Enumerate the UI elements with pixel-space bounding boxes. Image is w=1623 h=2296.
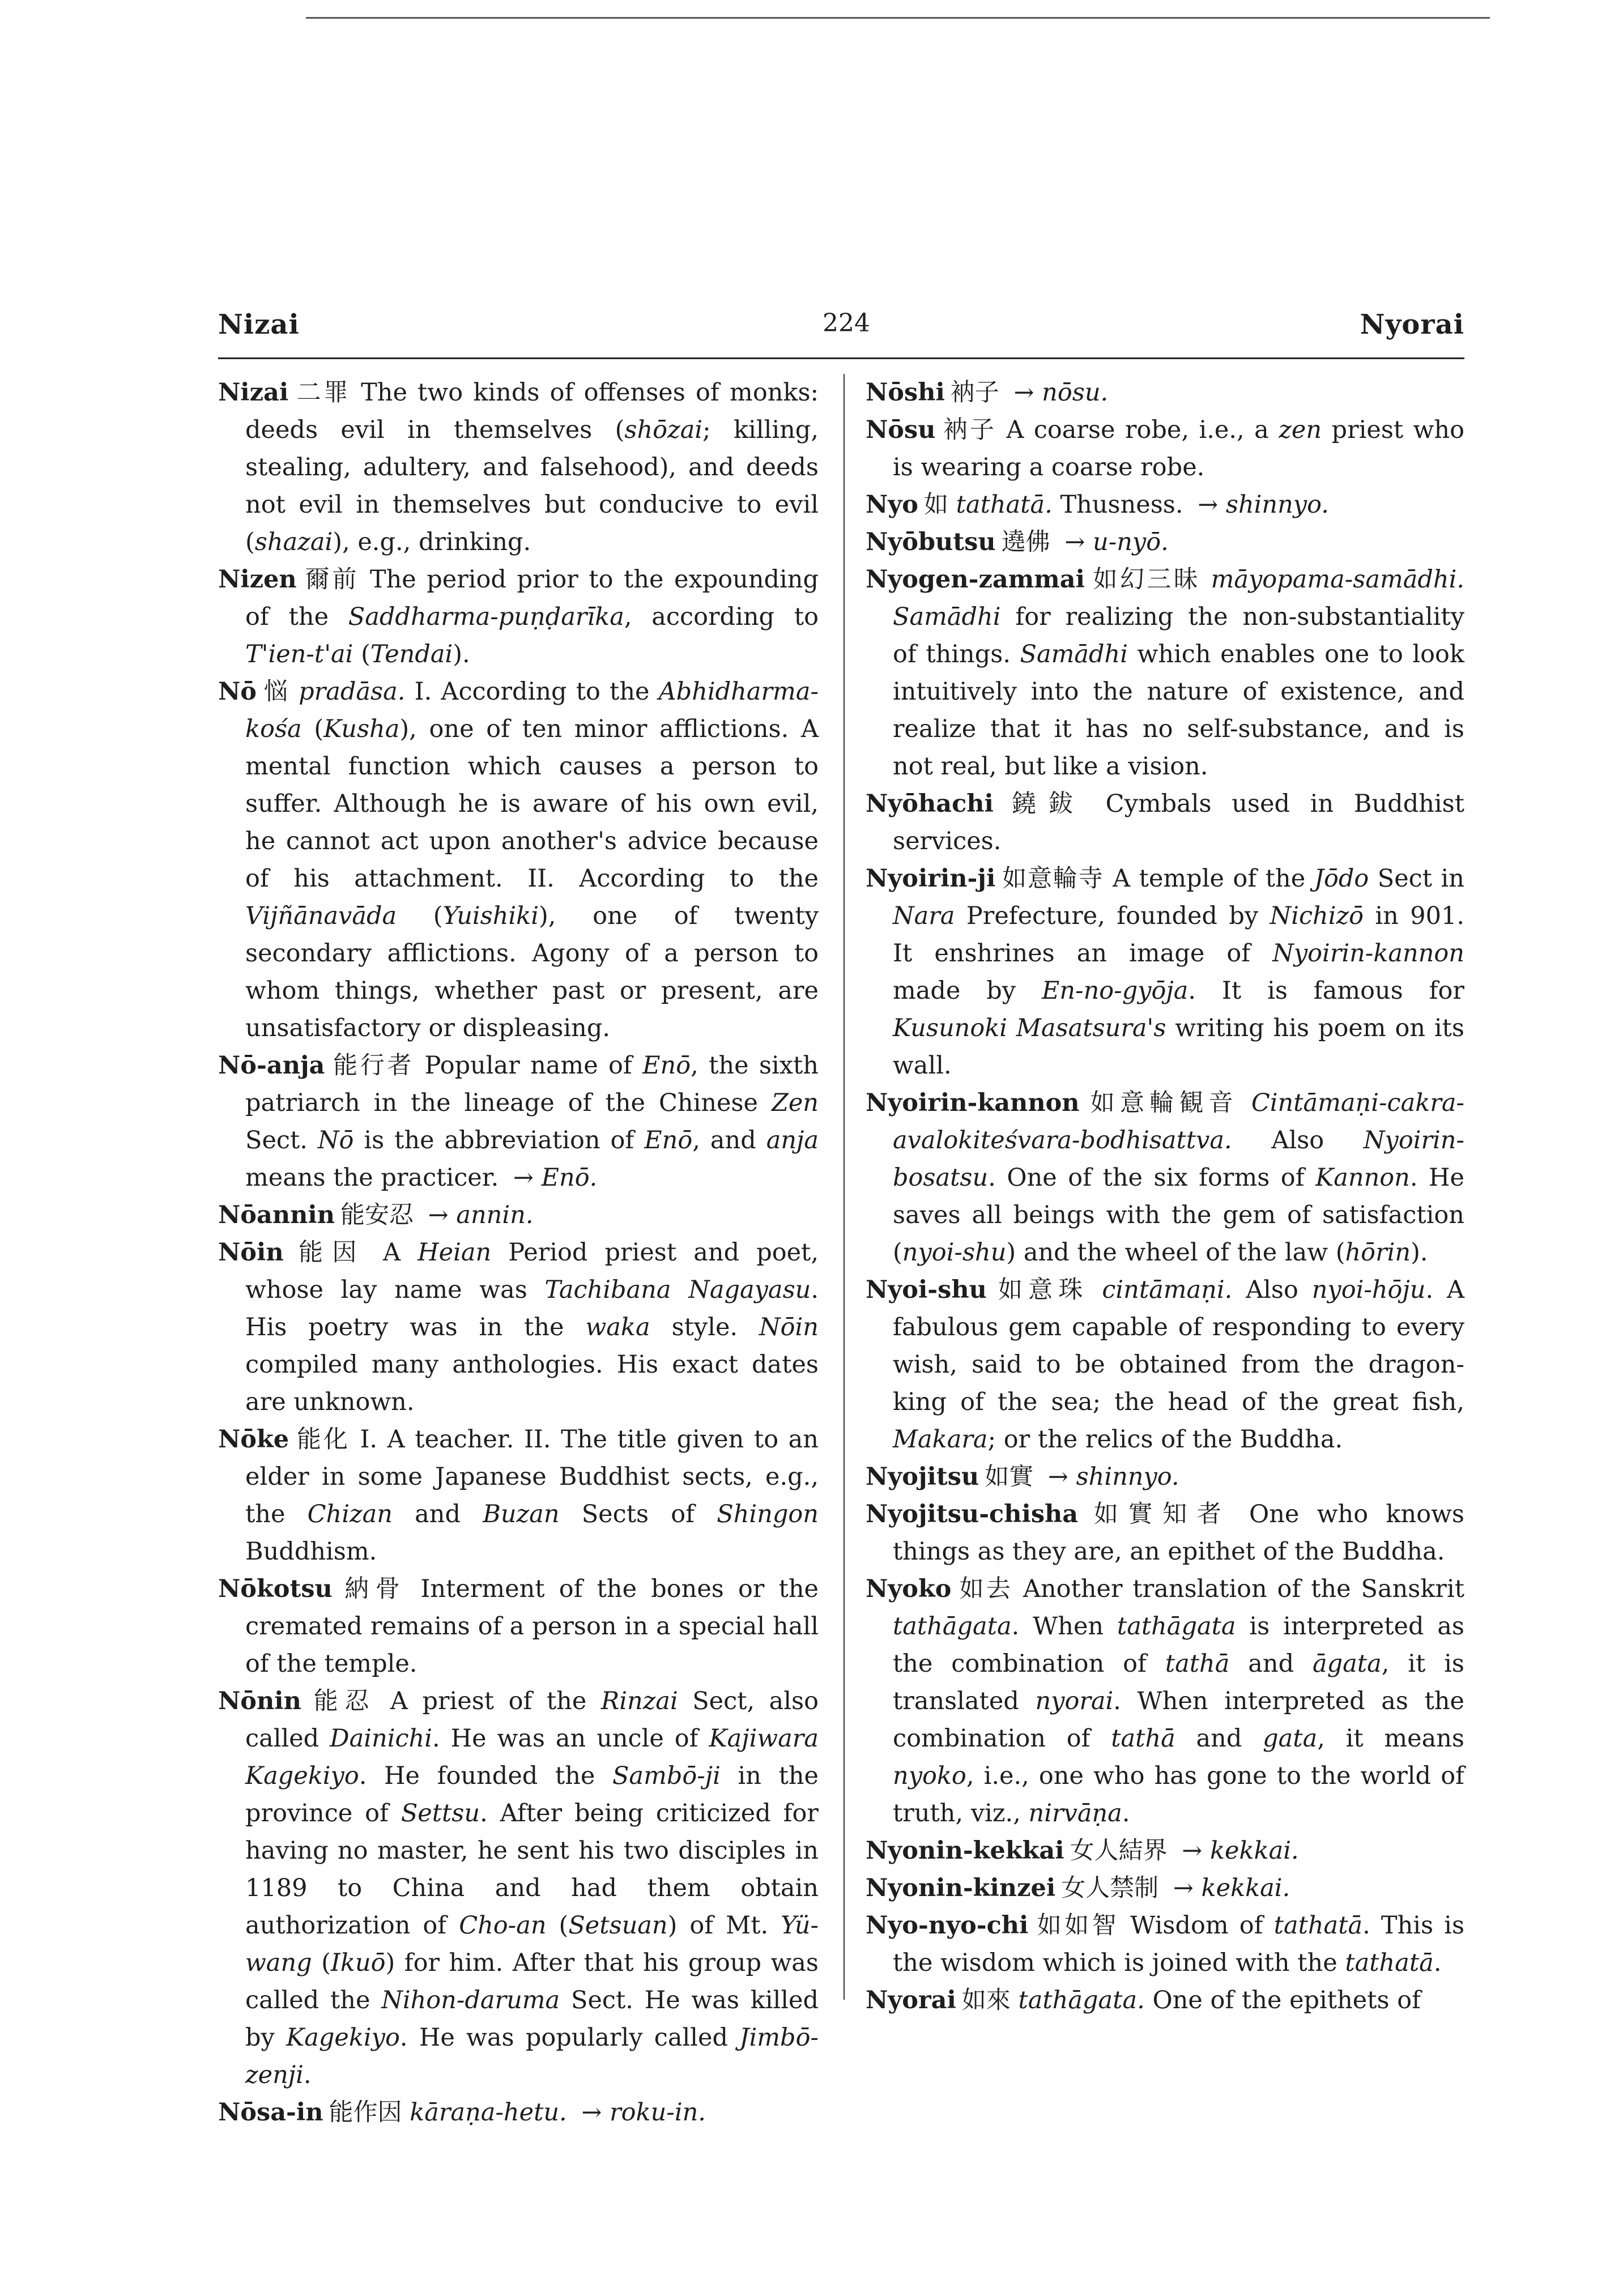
- entry-kanji: 遶佛: [1001, 528, 1050, 556]
- dictionary-entry: [866, 561, 1464, 785]
- entry-headword: Nōke: [218, 1425, 289, 1454]
- entry-definition: A priest of the Rinzai Sect, also called Dainichi. He was an uncle of Kajiwara Kagekiyo. He founded the Sambō-ji in the province of Settsu. After being criticized for having no master, he sent his two disciples in 1189 to China and had them obtain authorization of Cho-an (Setsuan) of Mt. Yü-wang (Ikuō) for him. After that his group was called the Nihon-daruma Sect. He was killed by Kagekiyo. He was popularly called Jimbō-zenji.: [245, 1687, 819, 2089]
- entry-definition: → kekkai.: [1182, 1837, 1299, 1865]
- entry-definition: Cymbals used in Buddhist services.: [893, 790, 1465, 855]
- entry-headword: Nyogen-zammai: [866, 565, 1085, 594]
- entry-headword: Nyojitsu-chisha: [866, 1500, 1079, 1528]
- dictionary-entry: [218, 374, 819, 561]
- entry-kanji: 如去: [957, 1575, 1013, 1603]
- entry-kanji: 如如智: [1034, 1911, 1120, 1940]
- entry-definition: → nōsu.: [1013, 378, 1109, 407]
- entry-headword: Nyoi-shu: [866, 1276, 987, 1304]
- entry-headword: Nyonin-kinzei: [866, 1874, 1056, 1902]
- dictionary-entry: [866, 1832, 1464, 1869]
- dictionary-entry: [866, 374, 1464, 411]
- entry-headword: Nyojitsu: [866, 1463, 979, 1491]
- entry-headword: Nōshi: [866, 378, 945, 407]
- column-divider: [844, 374, 845, 2000]
- dictionary-entry: [218, 1196, 819, 1234]
- entry-definition: A coarse robe, i.e., a zen priest who is wearing a coarse robe.: [893, 416, 1465, 482]
- header-rule: [218, 357, 1464, 359]
- entry-definition: → shinnyo.: [1047, 1463, 1179, 1491]
- entry-kanji: 女人結界: [1070, 1837, 1168, 1865]
- entry-kanji: 悩: [262, 678, 289, 706]
- header-first-entry: Nizai: [218, 309, 300, 340]
- dictionary-entry: [218, 673, 819, 1047]
- entry-definition: Popular name of Enō, the sixth patriarch in the lineage of the Chinese Zen Sect. Nō is the abbreviation of Enō, and anja means the practicer. → Enō.: [245, 1051, 819, 1192]
- entry-headword: Nōnin: [218, 1687, 301, 1715]
- entry-definition: Cintāmaṇi-cakra-avalokiteśvara-bodhisattva. Also Nyoirin-bosatsu. One of the six forms of Kannon. He saves all beings with the gem of satisfaction (nyoi-shu) and the wheel of the law (hōrin).: [893, 1089, 1464, 1267]
- dictionary-entry: [218, 2094, 819, 2131]
- entry-definition: A temple of the Jōdo Sect in Nara Prefecture, founded by Nichizō in 901. It enshrines an image of Nyoirin-kannon made by En-no-gyōja. It is famous for Kusunoki Masatsura's writing his poem on its wall.: [893, 864, 1465, 1080]
- dictionary-entry: [866, 1869, 1464, 1907]
- entry-kanji: 爾前: [302, 565, 360, 594]
- dictionary-entry: [866, 860, 1464, 1084]
- entry-kanji: 如: [923, 491, 948, 519]
- dictionary-entry: [866, 1458, 1464, 1496]
- dictionary-entry: [866, 1982, 1464, 2019]
- entry-headword: Nyoirin-ji: [866, 864, 996, 893]
- dictionary-entry: [866, 1570, 1464, 1832]
- entry-kanji: 能作因: [329, 2098, 402, 2127]
- dictionary-entry: [866, 411, 1464, 486]
- entry-definition: tathatā. Thusness. → shinnyo.: [956, 491, 1329, 519]
- entry-headword: Nōsa-in: [218, 2098, 323, 2127]
- entry-kanji: 納骨: [338, 1575, 407, 1603]
- entry-definition: māyopama-samādhi. Samādhi for realizing the non-substantiality of things. Samādhi which enables one to look intuitively into the nature of existence, and realize that it has no self-substance, and is not real, but like a vision.: [893, 565, 1465, 781]
- entry-kanji: 能因: [289, 1238, 366, 1267]
- entry-headword: Nyoirin-kannon: [866, 1089, 1080, 1117]
- entry-kanji: 如實知者: [1084, 1500, 1232, 1528]
- dictionary-entry: [218, 1047, 819, 1196]
- entry-kanji: 如實: [985, 1463, 1034, 1491]
- page-number: 224: [823, 309, 870, 338]
- dictionary-entry: [866, 1271, 1464, 1458]
- entry-kanji: 如意珠: [992, 1276, 1089, 1304]
- dictionary-entry: [866, 486, 1464, 523]
- dictionary-entry: [218, 1421, 819, 1570]
- entry-definition: pradāsa. I. According to the Abhidharma-kośa (Kusha), one of ten minor afflictions. A mental function which causes a person to suffer. Although he is aware of his own evil, he cannot act upon another's advice because of his attachment. II. According to the Vijñānavāda (Yuishiki), one of twenty secondary afflictions. Agony of a person to whom things, whether past or present, are unsatisfactory or displeasing.: [245, 678, 819, 1042]
- entry-definition: The period prior to the expounding of the Saddharma-puṇḍarīka, according to T'ien-t'ai (Tendai).: [245, 565, 819, 668]
- entry-definition: kāraṇa-hetu. → roku-in.: [410, 2098, 706, 2127]
- entry-kanji: 如來: [961, 1986, 1011, 2014]
- entry-headword: Nizai: [218, 378, 289, 407]
- entry-headword: Nizen: [218, 565, 297, 594]
- entry-kanji: 能忍: [306, 1687, 376, 1715]
- entry-kanji: 衲子: [941, 416, 996, 444]
- dictionary-entry: [866, 1084, 1464, 1271]
- entry-definition: Interment of the bones or the cremated remains of a person in a special hall of the temple.: [245, 1575, 819, 1678]
- dictionary-entry: [866, 785, 1464, 860]
- header-last-entry: Nyorai: [1360, 309, 1464, 340]
- entry-definition: → u-nyō.: [1064, 528, 1169, 556]
- dictionary-entry: [866, 1496, 1464, 1570]
- entry-kanji: 鐃鈸: [999, 790, 1085, 818]
- entry-definition: One who knows things as they are, an epithet of the Buddha.: [893, 1500, 1464, 1566]
- dictionary-entry: [218, 1570, 819, 1682]
- entry-headword: Nyōhachi: [866, 790, 994, 818]
- entry-kanji: 二罪: [294, 378, 351, 407]
- entry-definition: tathāgata. One of the epithets of: [1018, 1986, 1421, 2014]
- dictionary-entry: [866, 523, 1464, 561]
- entry-definition: Wisdom of tathatā. This is the wisdom which is joined with the tathatā.: [893, 1911, 1465, 1977]
- running-header: [218, 309, 1464, 354]
- entry-definition: cintāmaṇi. Also nyoi-hōju. A fabulous gem capable of responding to every wish, said to be obtained from the dragon-king of the sea; the head of the great fish, Makara; or the relics of the Buddha.: [893, 1276, 1465, 1454]
- entry-kanji: 如意輪観音: [1085, 1089, 1238, 1117]
- entry-definition: → kekkai.: [1173, 1874, 1290, 1902]
- entry-headword: Nyōbutsu: [866, 528, 996, 556]
- entry-headword: Nō: [218, 678, 257, 706]
- entry-headword: Nōkotsu: [218, 1575, 333, 1603]
- top-edge-rule: [306, 17, 1490, 19]
- entry-definition: Another translation of the Sanskrit tathāgata. When tathāgata is interpreted as the combination of tathā and āgata, it is translated nyorai. When interpreted as the combination of tathā and gata, it means nyoko, i.e., one who has gone to the world of truth, viz., nirvāṇa.: [893, 1575, 1464, 1828]
- entry-kanji: 如幻三昧: [1090, 565, 1201, 594]
- left-column: [218, 374, 819, 2131]
- entry-kanji: 衲子: [950, 378, 999, 407]
- entry-headword: Nō-anja: [218, 1051, 325, 1080]
- dictionary-entry: [866, 1907, 1464, 1982]
- entry-headword: Nyorai: [866, 1986, 956, 2014]
- entry-headword: Nōannin: [218, 1201, 335, 1229]
- dictionary-entry: [218, 1682, 819, 2094]
- entry-kanji: 能行者: [330, 1051, 415, 1080]
- right-column: [866, 374, 1464, 2019]
- dictionary-entry: [218, 1234, 819, 1421]
- entry-definition: → annin.: [428, 1201, 534, 1229]
- entry-kanji: 如意輪寺: [1001, 864, 1104, 893]
- entry-kanji: 能安忍: [340, 1201, 414, 1229]
- entry-definition: I. A teacher. II. The title given to an elder in some Japanese Buddhist sects, e.g., the Chizan and Buzan Sects of Shingon Buddhism.: [245, 1425, 819, 1566]
- entry-definition: A Heian Period priest and poet, whose lay name was Tachibana Nagayasu. His poetry was in the waka style. Nōin compiled many anthologies. His exact dates are unknown.: [245, 1238, 819, 1416]
- entry-headword: Nyoko: [866, 1575, 952, 1603]
- entry-definition: The two kinds of offenses of monks: deeds evil in themselves (shōzai; killing, stealing, adultery, and falsehood), and deeds not evil in themselves but conducive to evil (shazai), e.g., drinking.: [245, 378, 819, 556]
- entry-headword: Nyo-nyo-chi: [866, 1911, 1029, 1940]
- entry-kanji: 能化: [295, 1425, 350, 1454]
- entry-headword: Nōsu: [866, 416, 936, 444]
- entry-headword: Nyonin-kekkai: [866, 1837, 1064, 1865]
- entry-headword: Nōin: [218, 1238, 284, 1267]
- entry-kanji: 女人禁制: [1061, 1874, 1159, 1902]
- dictionary-entry: [218, 561, 819, 673]
- entry-headword: Nyo: [866, 491, 918, 519]
